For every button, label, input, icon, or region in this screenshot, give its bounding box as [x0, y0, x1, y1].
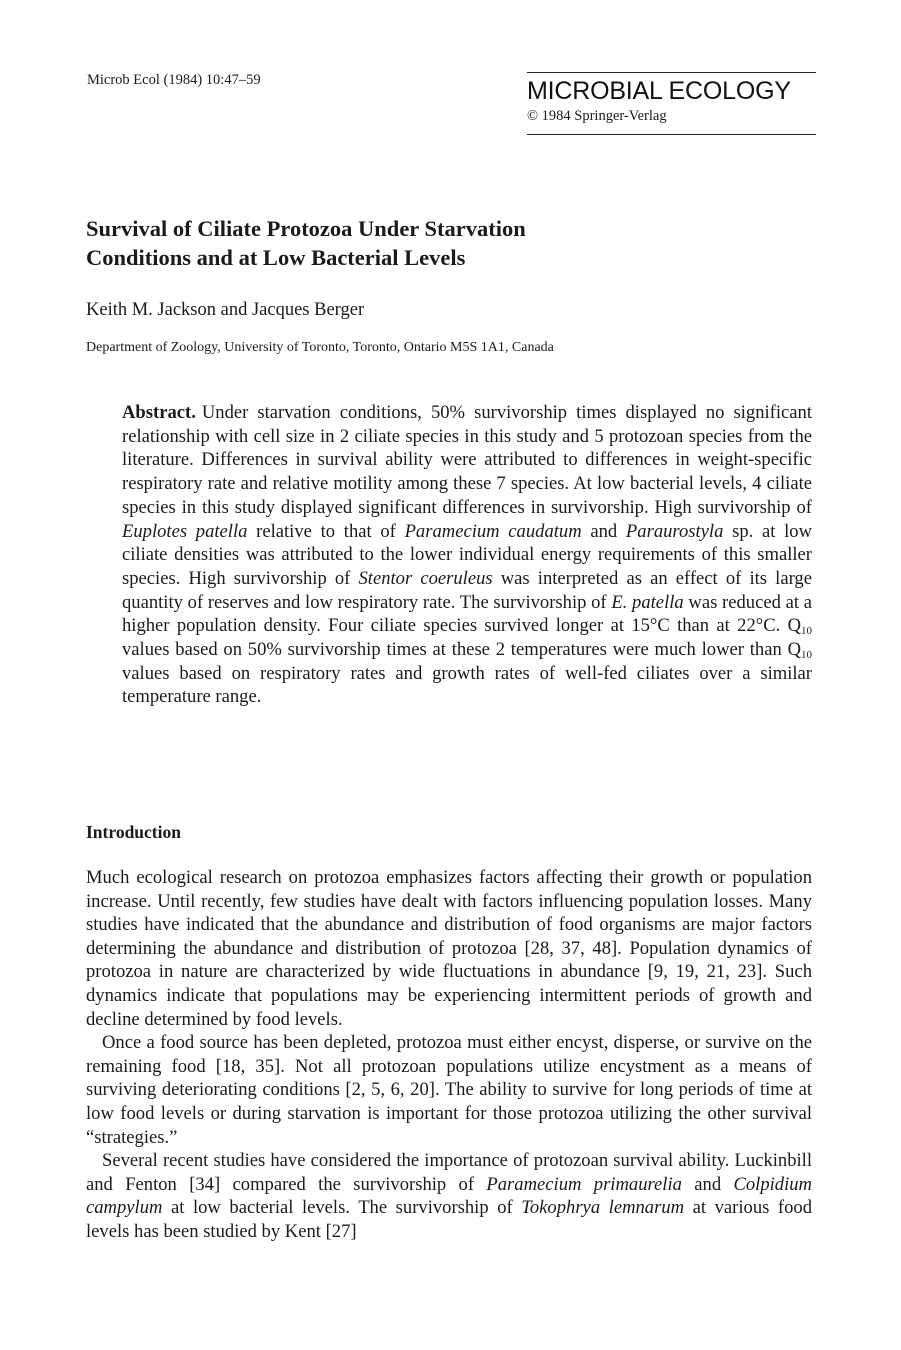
journal-name: MICROBIAL ECOLOGY [527, 77, 791, 105]
journal-masthead [527, 72, 816, 135]
masthead-bottom-rule [527, 134, 816, 135]
author-affiliation: Department of Zoology, University of Toronto, Toronto, Ontario M5S 1A1, Canada [86, 340, 554, 355]
author-list: Keith M. Jackson and Jacques Berger [86, 300, 365, 320]
title-line-2: Conditions and at Low Bacterial Levels [86, 245, 466, 270]
abstract [122, 401, 812, 709]
paragraph-text: at low bacterial levels. The survivorship of [162, 1197, 522, 1219]
abstract-text: was reduced at a higher population density. Four ciliate species survived longer at 15°C than at 22°C. Q [122, 591, 813, 637]
abstract-text: sp. at low ciliate densities was attributed to the lower individual energy requirements of this smaller species. High survivorship of [122, 520, 813, 589]
introduction-body [86, 866, 812, 1244]
species-name: Euplotes patella [122, 520, 248, 542]
abstract-text: values based on respiratory rates and growth rates of well-fed ciliates over a similar temperature range. [122, 662, 812, 708]
q10-subscript: 10 [801, 649, 812, 662]
title-line-1: Survival of Ciliate Protozoa Under Starvation [86, 216, 526, 241]
paragraph [86, 1149, 812, 1243]
species-name: Tokophrya lemnarum [521, 1197, 685, 1219]
species-name: Paramecium primaurelia [486, 1173, 682, 1195]
abstract-text: and [581, 520, 626, 542]
paragraph: Much ecological research on protozoa emphasizes factors affecting their growth or population increase. Until recently, few studies have dealt with factors influencing population losses. Many studies have indicated that the abundance and distribution of food organisms are major factors determining the abundance and distribution of protozoa [28, 37, 48]. Population dynamics of protozoa in nature are characterized by wide fluctuations in abundance [9, 19, 21, 23]. Such dynamics indicate that populations may be experiencing intermittent periods of growth and decline determined by food levels. [86, 867, 812, 1030]
species-name: Stentor coeruleus [358, 567, 493, 589]
abstract-text: was interpreted as an effect of its large quantity of reserves and low respiratory rate. The survivorship of [122, 567, 812, 613]
paragraph-text: Several recent studies have considered the importance of protozoan survival ability. Luckinbill and Fenton [34] compared the survivorship of [86, 1150, 812, 1195]
species-name: Paramecium caudatum [404, 520, 582, 542]
q10-subscript: 10 [801, 625, 812, 638]
journal-citation: Microb Ecol (1984) 10:47–59 [87, 72, 261, 88]
paragraph: Once a food source has been depleted, protozoa must either encyst, disperse, or survive on the remaining food [18, 35]. Not all protozoan populations utilize encystment as a means of surviving deteriorating conditions [2, 5, 6, 20]. The ability to survive for long periods of time at low food levels or during starvation is important for those protozoa utilizing the other survival “strategies.” [86, 1032, 812, 1148]
species-name: Colpidium campylum [86, 1173, 812, 1219]
section-heading-introduction: Introduction [86, 822, 181, 842]
species-name: Paraurostyla [625, 520, 724, 542]
abstract-text: values based on 50% survivorship times at these 2 temperatures were much lower than Q [122, 639, 801, 661]
abstract-text: relative to that of [247, 520, 405, 542]
paragraph-text: and [681, 1173, 734, 1195]
abstract-text: Under starvation conditions, 50% survivorship times displayed no significant relationship with cell size in 2 ciliate species in this study and 5 protozoan species from the literature. Differences in survival ability were attributed to differences in weight-specific respiratory rate and relative motility among these 7 species. At low bacterial levels, 4 ciliate species in this study displayed significant differences in survivorship. High survivorship of [122, 402, 812, 518]
paragraph-text: at various food levels has been studied by Kent [27] [86, 1197, 812, 1242]
abstract-label: Abstract. [122, 402, 196, 423]
masthead-top-rule [527, 72, 816, 73]
copyright-notice: © 1984 Springer-Verlag [527, 108, 667, 124]
species-name: E. patella [611, 591, 684, 613]
article-title [86, 214, 726, 272]
